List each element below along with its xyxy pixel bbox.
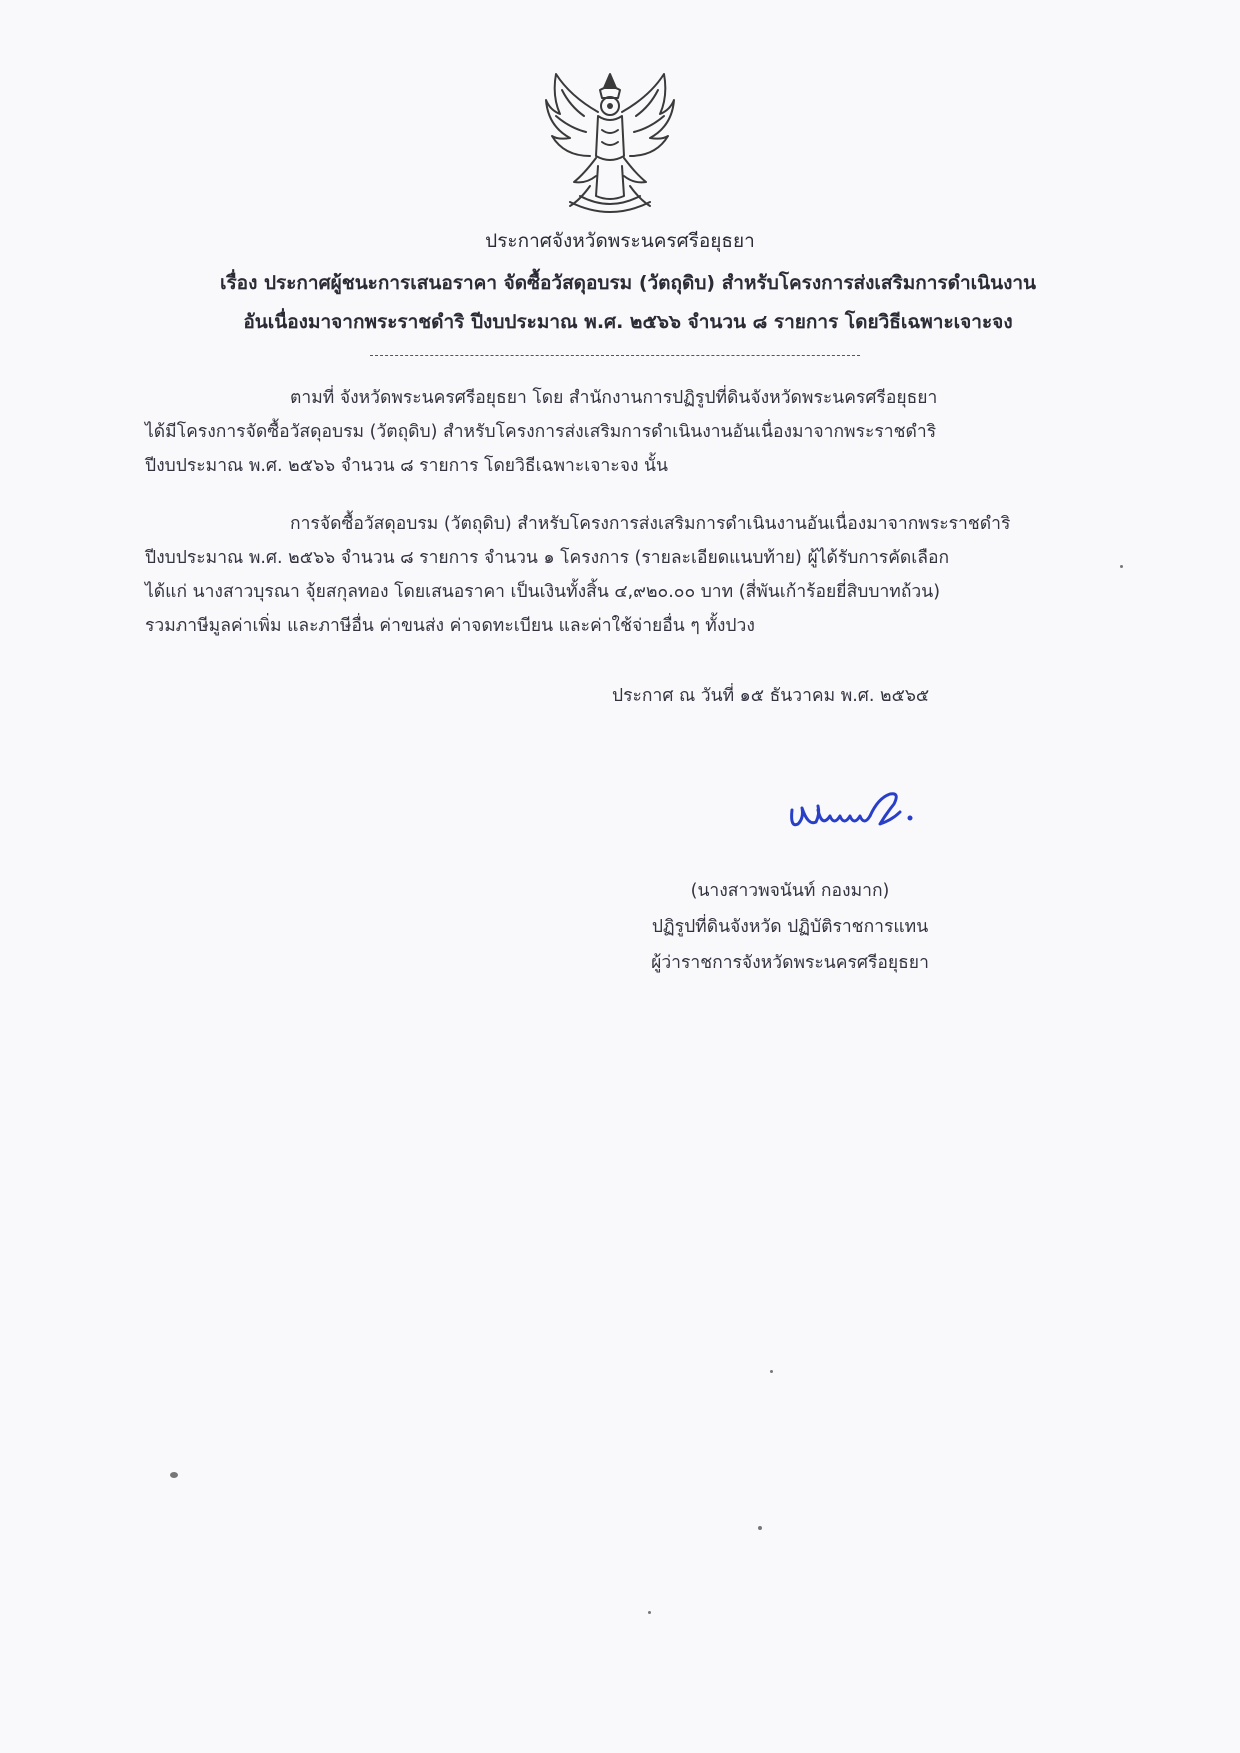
scan-speck <box>758 1526 762 1530</box>
scan-speck <box>770 1370 773 1373</box>
handwritten-signature <box>782 780 932 840</box>
paragraph-line: รวมภาษีมูลค่าเพิ่ม และภาษีอื่น ค่าขนส่ง ค่าจดทะเบียน และค่าใช้จ่ายอื่น ๆ ทั้งปวง <box>145 616 755 636</box>
paragraph-2 <box>145 507 1095 643</box>
paragraph-1 <box>145 381 1095 483</box>
paragraph-line: ปีงบประมาณ พ.ศ. ๒๕๖๖ จำนวน ๘ รายการ โดยวิธีเฉพาะเจาะจง นั้น <box>145 456 668 476</box>
signer-position-1: ปฏิรูปที่ดินจังหวัด ปฏิบัติราชการแทน <box>651 917 929 937</box>
paragraph-line: ได้มีโครงการจัดซื้อวัสดุอบรม (วัตถุดิบ) สำหรับโครงการส่งเสริมการดำเนินงานอันเนื่องมาจากพระราชดำริ <box>145 422 937 442</box>
garuda-emblem-icon <box>540 66 680 216</box>
announcement-date: ประกาศ ณ วันที่ ๑๕ ธันวาคม พ.ศ. ๒๕๖๕ <box>612 686 930 706</box>
paragraph-line: ได้แก่ นางสาวบุรณา จุ้ยสกุลทอง โดยเสนอราคา เป็นเงินทั้งสิ้น ๔,๙๒๐.๐๐ บาท (สี่พันเก้าร้อยยี่สิบบาทถ้วน) <box>145 582 941 602</box>
scan-speck <box>1120 565 1123 568</box>
document-title: ประกาศจังหวัดพระนครศรีอยุธยา <box>485 230 755 252</box>
paragraph-line: ตามที่ จังหวัดพระนครศรีอยุธยา โดย สำนักงานการปฏิรูปที่ดินจังหวัดพระนครศรีอยุธยา <box>290 388 938 408</box>
signer-name: (นางสาวพจนันท์ กองมาก) <box>690 881 890 901</box>
scan-speck <box>170 1472 178 1478</box>
paragraph-line: ปีงบประมาณ พ.ศ. ๒๕๖๖ จำนวน ๘ รายการ จำนวน ๑ โครงการ (รายละเอียดแนบท้าย) ผู้ได้รับการคัดเลือก <box>145 548 950 568</box>
subject-line-2: อันเนื่องมาจากพระราชดำริ ปีงบประมาณ พ.ศ. ๒๕๖๖ จำนวน ๘ รายการ โดยวิธีเฉพาะเจาะจง <box>243 311 1013 333</box>
subject-line-1: เรื่อง ประกาศผู้ชนะการเสนอราคา จัดซื้อวัสดุอบรม (วัตถุดิบ) สำหรับโครงการส่งเสริมการดำเนินงาน <box>219 272 1037 294</box>
scan-speck <box>648 1611 651 1614</box>
signer-position-2: ผู้ว่าราชการจังหวัดพระนครศรีอยุธยา <box>651 953 929 973</box>
dashed-divider <box>370 355 860 356</box>
paragraph-line: การจัดซื้อวัสดุอบรม (วัตถุดิบ) สำหรับโครงการส่งเสริมการดำเนินงานอันเนื่องมาจากพระราชดำริ <box>290 514 1011 534</box>
